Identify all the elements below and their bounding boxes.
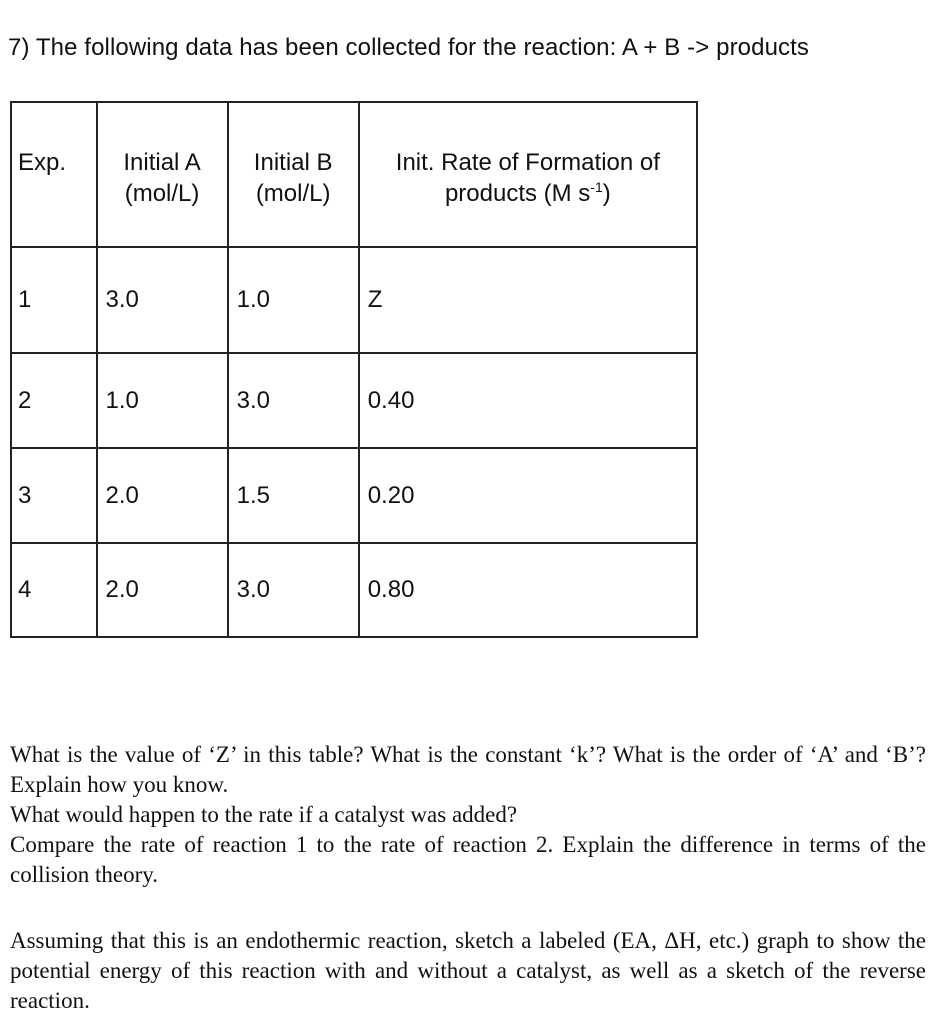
table-row [11,448,697,543]
question-heading: 7) The following data has been collected for the reaction: A + B -> products [8,34,809,61]
header-rate-unit-close: ) [602,180,611,207]
header-rate-unit-text: products (M s [444,180,591,207]
question-energy-graph: Assuming that this is an endothermic reaction, sketch a labeled (EA, ΔH, etc.) graph to show the potential energy of this reaction with and without a catalyst, as well as a sketch of the reverse reaction. [10,928,926,1013]
header-initial-a-unit: (mol/L) [124,180,200,207]
table-header-row [11,102,697,247]
cell-initial-a: 3.0 [97,247,228,353]
table-row [11,353,697,448]
data-table [10,101,698,638]
header-initial-b-label: Initial B [253,149,333,176]
header-exp: Exp. [11,102,97,247]
header-initial-a [97,102,228,247]
cell-exp: 1 [11,247,97,353]
question-compare-rates: Compare the rate of reaction 1 to the rate of reaction 2. Explain the difference in terms of the collision theory. [10,832,926,887]
cell-initial-b: 1.0 [228,247,359,353]
cell-exp: 3 [11,448,97,543]
header-rate-label: Init. Rate of Formation of [395,149,660,176]
header-rate-unit [360,178,696,209]
paragraph-gap [10,890,926,926]
header-initial-b-unit: (mol/L) [255,180,331,207]
cell-exp: 2 [11,353,97,448]
cell-rate: Z [359,247,697,353]
header-rate [359,102,697,247]
table-row [11,543,697,637]
header-initial-a-label: Initial A [123,149,201,176]
header-rate-unit-exponent: -1 [590,179,603,195]
question-catalyst: What would happen to the rate if a catalyst was added? [10,802,518,827]
questions-block [10,740,926,1016]
cell-initial-b: 3.0 [228,353,359,448]
question-z-k-order: What is the value of ‘Z’ in this table? What is the constant ‘k’? What is the order of ‘A’ and ‘B’? Explain how you know. [10,742,926,797]
cell-rate: 0.20 [359,448,697,543]
cell-initial-b: 1.5 [228,448,359,543]
cell-initial-a: 2.0 [97,543,228,637]
cell-exp: 4 [11,543,97,637]
cell-rate: 0.40 [359,353,697,448]
cell-rate: 0.80 [359,543,697,637]
header-initial-b [228,102,359,247]
cell-initial-a: 1.0 [97,353,228,448]
cell-initial-a: 2.0 [97,448,228,543]
cell-initial-b: 3.0 [228,543,359,637]
table-row [11,247,697,353]
